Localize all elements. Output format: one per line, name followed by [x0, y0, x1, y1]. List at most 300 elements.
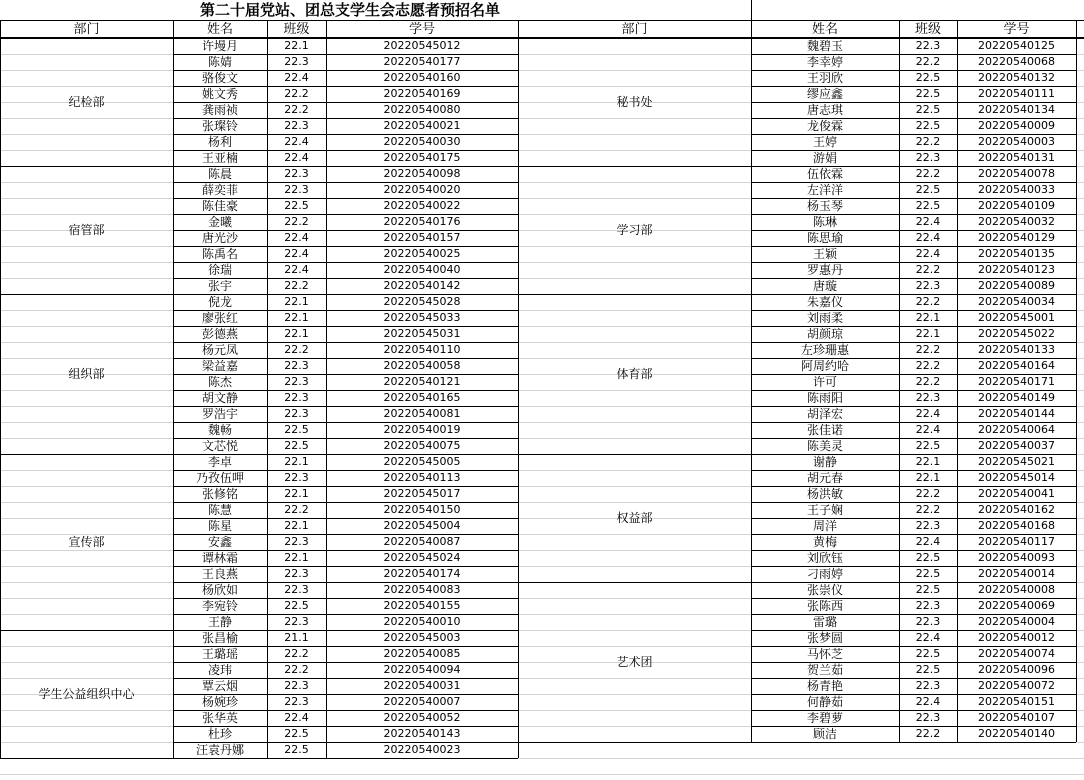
member-class: 22.5: [915, 183, 941, 196]
row-border: [173, 390, 518, 391]
member-id: 20220540160: [383, 71, 461, 84]
member-name: 覃云烟: [201, 679, 238, 693]
member-name: 李碧萝: [806, 711, 843, 725]
left-department-2: 组织部: [68, 367, 105, 381]
member-id: 20220540030: [383, 135, 461, 148]
left-header-dept: 部门: [73, 22, 100, 37]
member-id: 20220540012: [978, 631, 1055, 644]
member-name: 朱嘉仪: [806, 295, 843, 309]
member-class: 22.4: [915, 535, 941, 548]
member-class: 22.3: [915, 615, 941, 628]
row-border: [173, 54, 518, 55]
row-border: [751, 310, 1076, 311]
member-id: 20220545005: [383, 455, 461, 468]
member-name: 唐光沙: [201, 231, 238, 245]
row-border: [173, 614, 518, 615]
member-class: 22.3: [915, 151, 941, 164]
member-class: 22.1: [915, 327, 941, 340]
member-name: 许可: [812, 375, 837, 389]
member-class: 22.3: [915, 391, 941, 404]
row-border: [173, 598, 518, 599]
row-border: [751, 406, 1076, 407]
member-id: 20220540142: [383, 279, 461, 292]
header-top-border: [0, 20, 1084, 21]
member-id: 20220540143: [383, 727, 461, 740]
row-border: [751, 198, 1076, 199]
member-id: 20220540171: [978, 375, 1055, 388]
member-name: 杨玉琴: [806, 199, 843, 213]
row-border: [173, 406, 518, 407]
member-class: 22.3: [284, 471, 309, 484]
member-name: 刘雨柔: [806, 311, 843, 325]
member-id: 20220540162: [978, 503, 1055, 516]
member-id: 20220540123: [978, 263, 1055, 276]
row-border: [751, 726, 1076, 727]
member-name: 胡颜琼: [806, 327, 843, 341]
member-class: 22.2: [284, 343, 309, 356]
member-name: 王静: [207, 615, 232, 629]
member-class: 22.2: [284, 87, 309, 100]
member-name: 游娟: [812, 151, 837, 165]
left-column-border: [267, 20, 268, 758]
member-class: 22.5: [915, 647, 941, 660]
member-name: 陈佳豪: [201, 199, 238, 213]
member-name: 胡文静: [201, 391, 238, 405]
member-id: 20220545031: [383, 327, 461, 340]
row-border: [173, 150, 518, 151]
row-border: [751, 214, 1076, 215]
row-border: [173, 726, 518, 727]
member-class: 22.5: [284, 743, 309, 756]
left-column-border: [173, 20, 174, 758]
member-name: 唐璇: [812, 279, 837, 293]
member-class: 22.2: [915, 167, 941, 180]
member-name: 乃孜伍呷: [195, 471, 244, 485]
member-id: 20220540111: [978, 87, 1055, 100]
member-name: 李卓: [207, 455, 232, 469]
right-column-border: [899, 20, 900, 742]
row-border: [751, 246, 1076, 247]
member-id: 20220545003: [383, 631, 461, 644]
row-border: [751, 182, 1076, 183]
right-department-0: 秘书处: [616, 95, 653, 109]
member-id: 20220540022: [383, 199, 461, 212]
member-class: 22.5: [915, 439, 941, 452]
member-id: 20220540009: [978, 119, 1055, 132]
row-border: [173, 102, 518, 103]
member-id: 20220540175: [383, 151, 461, 164]
member-class: 22.2: [284, 103, 309, 116]
member-id: 20220540033: [978, 183, 1055, 196]
member-id: 20220540037: [978, 439, 1055, 452]
member-name: 许墁月: [201, 39, 238, 53]
member-name: 凌玮: [207, 663, 232, 677]
member-id: 20220540020: [383, 183, 461, 196]
member-id: 20220540074: [978, 647, 1055, 660]
member-class: 22.2: [915, 135, 941, 148]
member-id: 20220540010: [383, 615, 461, 628]
member-class: 22.1: [284, 487, 309, 500]
member-class: 22.4: [284, 151, 309, 164]
grid-line: [0, 774, 1084, 775]
row-border: [173, 566, 518, 567]
member-class: 22.2: [284, 503, 309, 516]
member-class: 22.3: [284, 583, 309, 596]
member-id: 20220540083: [383, 583, 461, 596]
right-header-class: 班级: [914, 22, 941, 37]
member-class: 22.1: [284, 551, 309, 564]
member-id: 20220540041: [978, 487, 1055, 500]
member-class: 22.4: [915, 407, 941, 420]
row-border: [751, 230, 1076, 231]
member-class: 22.2: [915, 55, 941, 68]
member-id: 20220540169: [383, 87, 461, 100]
member-class: 22.2: [915, 295, 941, 308]
row-border: [173, 358, 518, 359]
left-header-name: 姓名: [206, 22, 233, 37]
member-id: 20220540031: [383, 679, 461, 692]
member-id: 20220540157: [383, 231, 461, 244]
member-id: 20220545022: [978, 327, 1055, 340]
member-name: 杨婉珍: [201, 695, 238, 709]
member-class: 22.4: [284, 711, 309, 724]
row-border: [751, 502, 1076, 503]
member-class: 22.5: [915, 551, 941, 564]
member-class: 22.2: [915, 263, 941, 276]
member-name: 王婷: [812, 135, 837, 149]
member-class: 22.1: [915, 455, 941, 468]
member-name: 雷璐: [812, 615, 837, 629]
row-border: [173, 486, 518, 487]
member-class: 22.4: [915, 231, 941, 244]
right-header-id: 学号: [1003, 22, 1030, 37]
member-name: 金曦: [207, 215, 232, 229]
row-border: [751, 342, 1076, 343]
member-id: 20220540107: [978, 711, 1055, 724]
member-id: 20220540135: [978, 247, 1055, 260]
row-border: [751, 486, 1076, 487]
member-name: 陈思瑜: [806, 231, 843, 245]
member-name: 王子娴: [806, 503, 843, 517]
member-name: 阿周约哈: [800, 359, 849, 373]
member-name: 梁益嘉: [201, 359, 238, 373]
member-name: 陈琳: [812, 215, 837, 229]
member-class: 22.3: [284, 567, 309, 580]
row-border: [173, 438, 518, 439]
member-class: 22.3: [915, 279, 941, 292]
member-id: 20220540121: [383, 375, 461, 388]
member-class: 22.4: [284, 135, 309, 148]
right-column-border: [1076, 20, 1077, 742]
member-id: 20220545024: [383, 551, 461, 564]
row-border: [751, 566, 1076, 567]
row-border: [751, 262, 1076, 263]
member-id: 20220540072: [978, 679, 1055, 692]
row-border: [173, 326, 518, 327]
member-class: 22.5: [284, 727, 309, 740]
member-class: 22.5: [915, 567, 941, 580]
member-name: 贺兰茹: [806, 663, 843, 677]
member-class: 22.2: [284, 279, 309, 292]
member-id: 20220540014: [978, 567, 1055, 580]
member-class: 22.3: [915, 519, 941, 532]
row-border: [173, 134, 518, 135]
member-name: 彭德燕: [201, 327, 238, 341]
member-id: 20220540075: [383, 439, 461, 452]
row-border: [751, 694, 1076, 695]
member-class: 22.4: [284, 71, 309, 84]
row-border: [173, 646, 518, 647]
member-class: 22.4: [284, 247, 309, 260]
member-class: 22.3: [284, 55, 309, 68]
member-name: 陈星: [207, 519, 232, 533]
member-class: 22.5: [284, 423, 309, 436]
row-border: [751, 422, 1076, 423]
member-id: 20220540087: [383, 535, 461, 548]
row-border: [751, 278, 1076, 279]
member-id: 20220540093: [978, 551, 1055, 564]
member-name: 王亚楠: [201, 151, 238, 165]
member-id: 20220540131: [978, 151, 1055, 164]
row-border: [751, 374, 1076, 375]
member-id: 20220540096: [978, 663, 1055, 676]
member-name: 王羽欣: [806, 71, 843, 85]
member-class: 22.1: [284, 39, 309, 52]
member-class: 22.2: [284, 647, 309, 660]
member-id: 20220540155: [383, 599, 461, 612]
body-top-border: [0, 38, 1084, 39]
member-id: 20220540164: [978, 359, 1055, 372]
row-border: [751, 534, 1076, 535]
member-name: 廖张红: [201, 311, 238, 325]
member-class: 22.5: [915, 583, 941, 596]
member-name: 杨青艳: [806, 679, 843, 693]
member-class: 22.3: [915, 711, 941, 724]
member-name: 唐志琪: [806, 103, 843, 117]
member-class: 22.3: [915, 39, 941, 52]
member-class: 21.1: [284, 631, 309, 644]
member-name: 陈禹名: [201, 247, 238, 261]
member-class: 22.5: [915, 119, 941, 132]
member-name: 左珍珊惠: [800, 343, 849, 357]
member-class: 22.5: [284, 199, 309, 212]
member-name: 杨洪敏: [806, 487, 843, 501]
member-class: 22.3: [284, 679, 309, 692]
member-name: 缪应鑫: [806, 87, 843, 101]
member-name: 杨欣如: [201, 583, 238, 597]
member-id: 20220540144: [978, 407, 1055, 420]
member-name: 陈婧: [207, 55, 232, 69]
member-class: 22.2: [915, 487, 941, 500]
member-class: 22.2: [915, 727, 941, 740]
member-id: 20220540007: [383, 695, 461, 708]
row-border: [173, 518, 518, 519]
row-border: [173, 710, 518, 711]
member-id: 20220540064: [978, 423, 1055, 436]
left-column-border: [326, 20, 327, 758]
member-id: 20220540150: [383, 503, 461, 516]
member-id: 20220540003: [978, 135, 1055, 148]
row-border: [173, 470, 518, 471]
row-border: [173, 86, 518, 87]
row-border: [751, 326, 1076, 327]
member-id: 20220540069: [978, 599, 1055, 612]
member-id: 20220540125: [978, 39, 1055, 52]
member-name: 谢静: [812, 455, 837, 469]
member-id: 20220540151: [978, 695, 1055, 708]
member-name: 李幸婷: [806, 55, 843, 69]
row-border: [751, 598, 1076, 599]
member-class: 22.5: [915, 71, 941, 84]
row-border: [173, 246, 518, 247]
department-border: [518, 742, 1076, 743]
right-department-1: 学习部: [616, 223, 653, 237]
member-id: 20220540008: [978, 583, 1055, 596]
left-header-class: 班级: [283, 22, 310, 37]
member-name: 张华英: [201, 711, 238, 725]
right-header-dept: 部门: [621, 22, 648, 37]
member-id: 20220540040: [383, 263, 461, 276]
member-name: 罗惠丹: [806, 263, 843, 277]
row-border: [173, 118, 518, 119]
row-border: [751, 470, 1076, 471]
left-column-border: [0, 20, 1, 758]
row-border: [751, 390, 1076, 391]
sheet-title: 第二十届党站、团总支学生会志愿者预招名单: [200, 1, 501, 19]
member-name: 刁雨婷: [806, 567, 843, 581]
row-border: [173, 662, 518, 663]
member-class: 22.3: [284, 119, 309, 132]
member-id: 20220540080: [383, 103, 461, 116]
right-department-4: 艺术团: [616, 655, 653, 669]
member-name: 魏碧玉: [806, 39, 843, 53]
member-name: 王良燕: [201, 567, 238, 581]
row-border: [751, 630, 1076, 631]
row-border: [173, 278, 518, 279]
member-class: 22.1: [284, 519, 309, 532]
member-name: 陈晨: [207, 167, 232, 181]
row-border: [751, 102, 1076, 103]
row-border: [173, 214, 518, 215]
member-id: 20220540052: [383, 711, 461, 724]
member-id: 20220540113: [383, 471, 461, 484]
member-id: 20220540134: [978, 103, 1055, 116]
member-id: 20220540129: [978, 231, 1055, 244]
member-name: 杜珍: [207, 727, 232, 741]
member-class: 22.3: [284, 359, 309, 372]
row-border: [751, 118, 1076, 119]
right-column-border: [957, 20, 958, 742]
row-border: [751, 614, 1076, 615]
member-id: 20220540058: [383, 359, 461, 372]
left-header-id: 学号: [408, 22, 435, 37]
member-class: 22.4: [915, 247, 941, 260]
member-class: 22.3: [284, 407, 309, 420]
row-border: [173, 550, 518, 551]
member-id: 20220540078: [978, 167, 1055, 180]
member-class: 22.2: [284, 215, 309, 228]
row-border: [173, 374, 518, 375]
row-border: [751, 438, 1076, 439]
member-class: 22.1: [284, 311, 309, 324]
member-name: 龙俊霖: [806, 119, 843, 133]
row-border: [751, 54, 1076, 55]
member-id: 20220540140: [978, 727, 1055, 740]
member-id: 20220540019: [383, 423, 461, 436]
member-name: 罗浩宇: [201, 407, 238, 421]
row-border: [173, 310, 518, 311]
member-name: 杨利: [207, 135, 232, 149]
member-name: 王璐瑶: [201, 647, 238, 661]
member-name: 周洋: [812, 519, 837, 533]
member-id: 20220540004: [978, 615, 1055, 628]
member-id: 20220545017: [383, 487, 461, 500]
member-name: 李宛铃: [201, 599, 238, 613]
row-border: [751, 70, 1076, 71]
member-class: 22.5: [915, 87, 941, 100]
member-class: 22.5: [915, 663, 941, 676]
member-id: 20220540081: [383, 407, 461, 420]
member-name: 张璨铃: [201, 119, 238, 133]
row-border: [751, 518, 1076, 519]
member-class: 22.5: [284, 439, 309, 452]
member-id: 20220545012: [383, 39, 461, 52]
member-class: 22.3: [284, 183, 309, 196]
left-column-border: [518, 20, 519, 758]
member-name: 胡元春: [806, 471, 843, 485]
member-id: 20220540149: [978, 391, 1055, 404]
member-id: 20220540176: [383, 215, 461, 228]
right-department-3: 权益部: [616, 511, 653, 525]
member-name: 谭林霜: [201, 551, 238, 565]
member-id: 20220545004: [383, 519, 461, 532]
member-name: 倪龙: [207, 295, 232, 309]
member-class: 22.5: [915, 103, 941, 116]
member-id: 20220545021: [978, 455, 1055, 468]
member-id: 20220540085: [383, 647, 461, 660]
right-department-2: 体育部: [616, 367, 653, 381]
row-border: [173, 694, 518, 695]
member-id: 20220545014: [978, 471, 1055, 484]
member-class: 22.4: [915, 631, 941, 644]
member-id: 20220540089: [978, 279, 1055, 292]
member-id: 20220540132: [978, 71, 1055, 84]
row-border: [173, 678, 518, 679]
member-class: 22.2: [284, 663, 309, 676]
member-name: 姚文秀: [201, 87, 238, 101]
row-border: [173, 422, 518, 423]
member-class: 22.1: [284, 455, 309, 468]
member-class: 22.4: [284, 231, 309, 244]
member-name: 陈雨阳: [806, 391, 843, 405]
member-id: 20220540168: [978, 519, 1055, 532]
member-name: 徐瑞: [207, 263, 232, 277]
member-class: 22.2: [915, 343, 941, 356]
row-border: [173, 582, 518, 583]
right-header-name: 姓名: [811, 22, 838, 37]
member-name: 顾洁: [812, 727, 837, 741]
row-border: [173, 502, 518, 503]
member-class: 22.4: [915, 423, 941, 436]
member-id: 20220545028: [383, 295, 461, 308]
member-id: 20220540110: [383, 343, 461, 356]
member-name: 张佳诺: [806, 423, 843, 437]
member-id: 20220540133: [978, 343, 1055, 356]
member-id: 20220540025: [383, 247, 461, 260]
member-id: 20220540094: [383, 663, 461, 676]
member-id: 20220540023: [383, 743, 461, 756]
left-department-1: 宿管部: [68, 223, 105, 237]
